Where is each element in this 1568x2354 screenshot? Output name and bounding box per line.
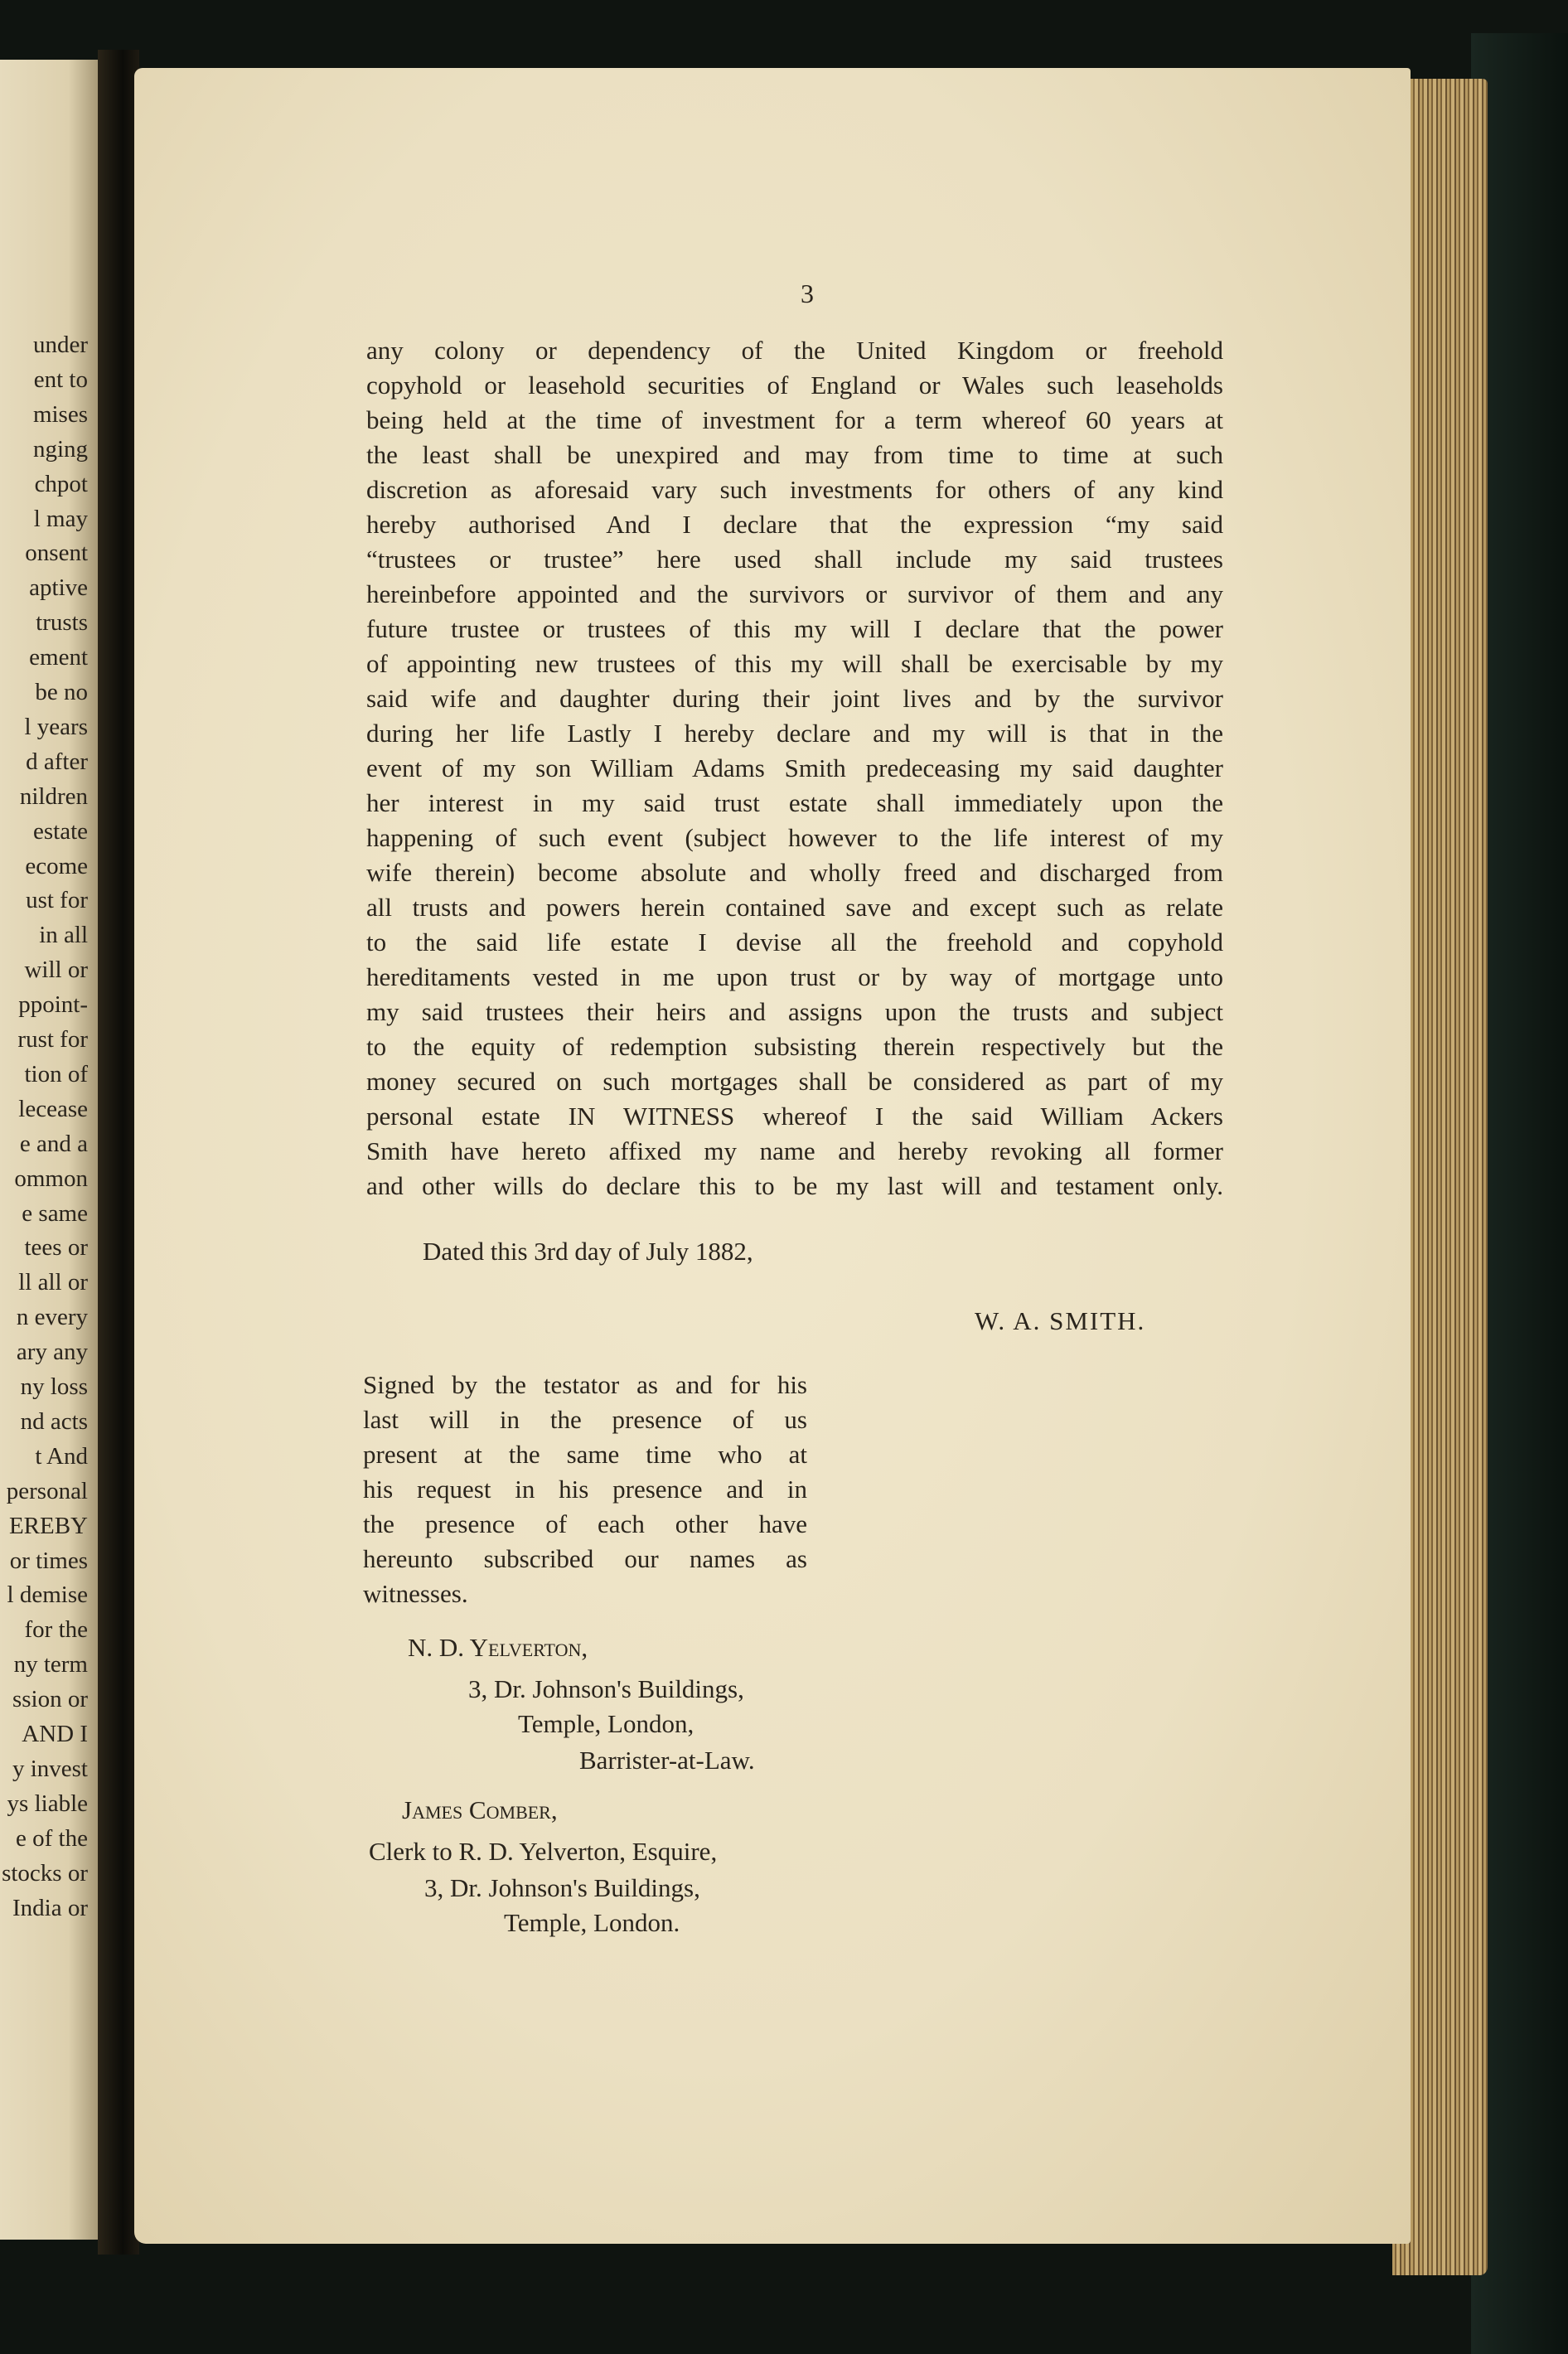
body-line: the least shall be unexpired and may from time to time at such [366, 440, 1223, 469]
body-line: happening of such event (subject however to the life interest of my [366, 823, 1223, 852]
page-number: 3 [801, 279, 814, 308]
witness2-name: James Comber, [402, 1795, 558, 1824]
body-line: to the said life estate I devise all the freehold and copyhold [366, 928, 1223, 957]
book-gutter [98, 50, 139, 2255]
body-line: being held at the time of investment for a term whereof 60 years at [366, 405, 1223, 434]
left-page-line: ppoint- [18, 991, 88, 1019]
body-line: “trustees or trustee” here used shall include my said trustees [366, 545, 1223, 574]
body-line: her interest in my said trust estate shall immediately upon the [366, 788, 1223, 817]
left-page-line: lecease [18, 1095, 88, 1122]
left-page-line: y invest [12, 1755, 88, 1782]
left-page-line: e and a [19, 1130, 88, 1157]
left-page-line: nd acts [20, 1407, 88, 1435]
left-page-line: d after [26, 748, 88, 775]
left-page-line: ement [29, 644, 88, 671]
left-page-line: India or [12, 1894, 88, 1921]
body-line: Smith have hereto affixed my name and hereby revoking all former [366, 1136, 1223, 1165]
witness1-address1: 3, Dr. Johnson's Buildings, [468, 1674, 744, 1703]
body-line: wife therein) become absolute and wholly freed and discharged from [366, 858, 1223, 887]
left-page-line: ny loss [20, 1373, 88, 1400]
left-page-line: trusts [36, 609, 88, 637]
left-page-line: ust for [26, 887, 88, 914]
left-page-line: will or [24, 957, 88, 984]
body-line: during her life Lastly I hereby declare and my will is that in the [366, 719, 1223, 748]
body-line: money secured on such mortgages shall be considered as part of my [366, 1067, 1223, 1096]
left-page-line: ommon [14, 1165, 88, 1192]
body-line: all trusts and powers herein contained save and except such as relate [366, 893, 1223, 922]
left-page-line: under [32, 332, 88, 358]
body-line: to the equity of redemption subsisting therein respectively but the [366, 1032, 1223, 1061]
left-page-line: in all [39, 922, 88, 949]
attestation-line: present at the same time who at [363, 1440, 807, 1469]
left-page-line: ary any [16, 1339, 88, 1366]
left-page-line: t And [35, 1442, 88, 1470]
left-page-line: aptive [29, 574, 88, 602]
left-page-line: EREBY [8, 1512, 88, 1539]
left-page-line: l may [33, 505, 88, 532]
body-line: hereditaments vested in me upon trust or by way of mortgage unto [366, 962, 1223, 991]
will-body-text [366, 333, 1223, 1204]
body-line: future trustee or trustees of this my will I declare that the power [366, 614, 1223, 643]
body-line: of appointing new trustees of this my will shall be exercisable by my [366, 649, 1223, 678]
body-line: personal estate IN WITNESS whereof I the said William Ackers [366, 1102, 1223, 1131]
witness2-address1: 3, Dr. Johnson's Buildings, [424, 1873, 700, 1902]
left-page-line: AND I [22, 1721, 88, 1747]
witness1-address2: Temple, London, [518, 1709, 694, 1738]
left-page-line: n every [16, 1304, 88, 1331]
left-page-line: rust for [17, 1026, 88, 1053]
left-page-line: be no [35, 679, 88, 705]
body-line: hereinbefore appointed and the survivors or survivor of them and any [366, 579, 1223, 608]
witness2-address2: Temple, London. [504, 1908, 680, 1937]
left-page-line: tion of [24, 1060, 88, 1087]
left-page-line: l demise [7, 1581, 88, 1609]
left-page-line: onsent [25, 540, 88, 567]
dated-line: Dated this 3rd day of July 1882, [423, 1237, 753, 1266]
body-line: my said trustees their heirs and assigns upon the trusts and subject [366, 997, 1223, 1026]
left-page-line: e same [22, 1199, 88, 1227]
left-page-line: stocks or [2, 1859, 88, 1887]
left-page-line: tees or [24, 1234, 88, 1262]
body-line: and other wills do declare this to be my last will and testament only. [366, 1171, 1223, 1200]
attestation-line: Signed by the testator as and for his [363, 1370, 807, 1399]
left-page-line: nildren [19, 782, 88, 810]
attestation-line: the presence of each other have [363, 1509, 807, 1538]
attestation-line: hereunto subscribed our names as [363, 1544, 807, 1573]
body-line: event of my son William Adams Smith predeceasing my said daughter [366, 753, 1223, 782]
left-page-line: l years [24, 713, 88, 740]
attestation-line: his request in his presence and in [363, 1475, 807, 1504]
body-line: discretion as aforesaid vary such investments for others of any kind [366, 475, 1223, 504]
left-page [0, 60, 98, 2240]
left-page-line: nging [32, 435, 88, 463]
left-page-line: ent to [33, 366, 88, 393]
left-page-line: ssion or [12, 1686, 88, 1713]
left-page-line: chpot [34, 470, 88, 497]
witness1-title: Barrister-at-Law. [579, 1746, 755, 1775]
body-line: hereby authorised And I declare that the expression “my said [366, 510, 1223, 539]
left-page-line: for the [24, 1616, 88, 1644]
left-page-line: or times [9, 1547, 88, 1574]
attestation-clause [363, 1368, 807, 1611]
witness1-name: N. D. Yelverton, [408, 1633, 588, 1662]
left-page-line: mises [32, 400, 88, 428]
left-page-line: ecome [25, 852, 88, 879]
left-page-line: ll all or [18, 1269, 88, 1296]
body-line: any colony or dependency of the United Kingdom or freehold [366, 336, 1223, 365]
left-page-line: personal [6, 1477, 88, 1504]
body-line: copyhold or leasehold securities of England or Wales such leaseholds [366, 371, 1223, 400]
left-page-line: e of the [16, 1824, 88, 1852]
attestation-line: last will in the presence of us [363, 1405, 807, 1434]
left-page-line: ny term [13, 1651, 88, 1678]
body-line: said wife and daughter during their joint lives and by the survivor [366, 684, 1223, 713]
left-page-line: ys liable [7, 1790, 88, 1817]
testator-signature: W. A. SMITH. [975, 1306, 1146, 1335]
attestation-line: witnesses. [363, 1579, 468, 1608]
left-page-line: estate [32, 817, 88, 845]
witness2-role: Clerk to R. D. Yelverton, Esquire, [369, 1837, 718, 1866]
